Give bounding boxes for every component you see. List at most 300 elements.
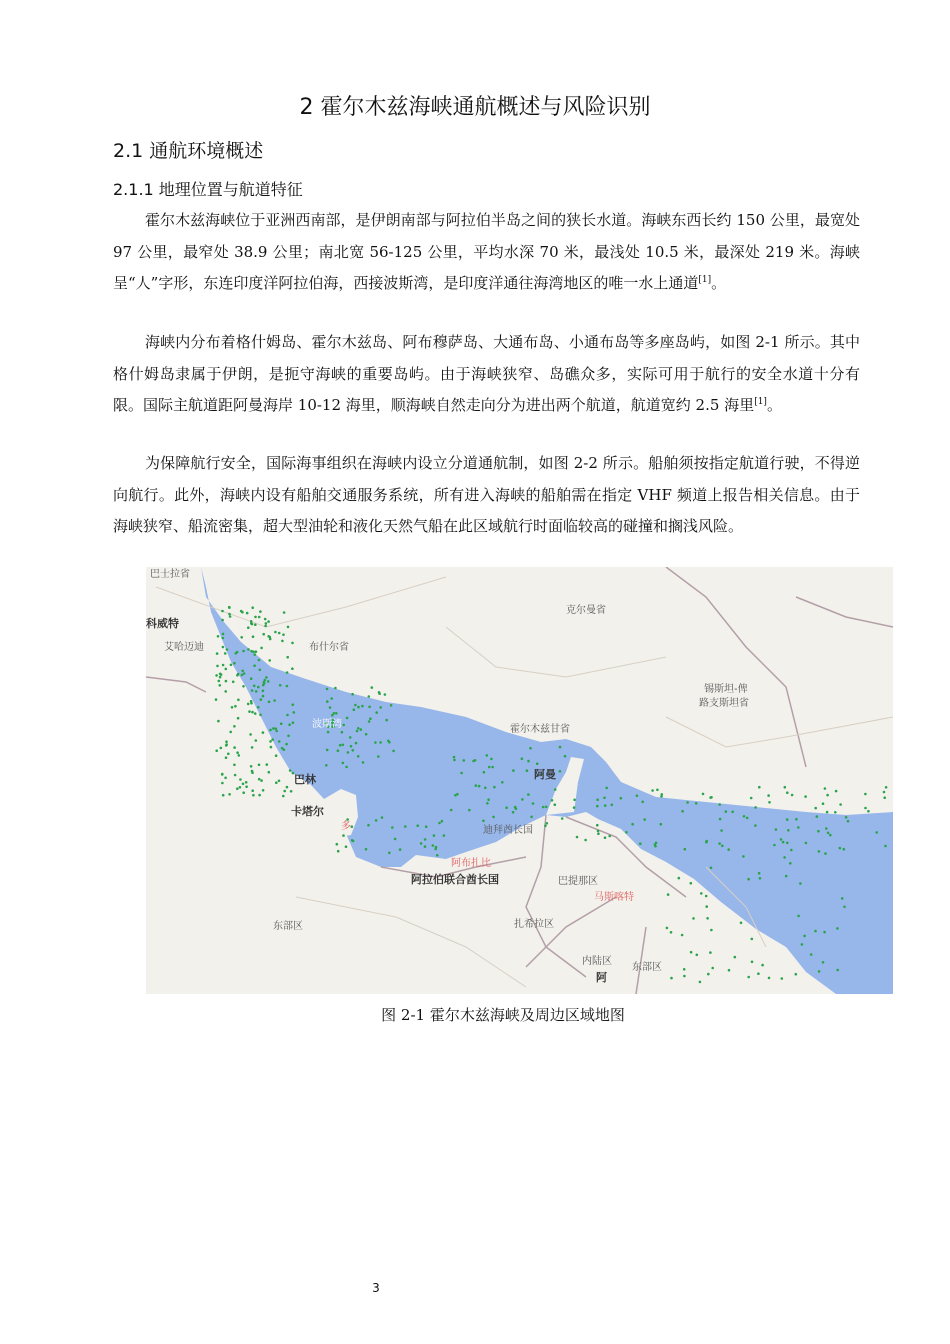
ship-dot [490, 758, 493, 761]
ship-dot [330, 697, 333, 700]
ship-dot [460, 772, 463, 775]
ship-dot [241, 670, 244, 673]
ship-dot [390, 704, 393, 707]
ship-dot [349, 736, 352, 739]
ship-dot [271, 738, 274, 741]
ship-dot [235, 652, 238, 655]
ship-dot [841, 897, 844, 900]
ship-dot [705, 895, 708, 898]
ship-dot [392, 750, 395, 753]
ship-dot [651, 789, 654, 792]
ship-dot [354, 704, 357, 707]
ship-dot [336, 843, 339, 846]
ship-dot [371, 686, 374, 689]
ship-dot [438, 822, 441, 825]
ship-dot [337, 850, 340, 853]
ship-dot [353, 708, 356, 711]
ship-dot [784, 786, 787, 789]
ship-dot [228, 613, 231, 616]
paragraph-2-end: 。 [766, 396, 782, 414]
paragraph-1-end: 。 [711, 274, 727, 292]
ship-dot [608, 835, 611, 838]
ship-dot [326, 700, 329, 703]
ship-dot [505, 806, 508, 809]
ship-dot [486, 754, 489, 757]
page-number: 3 [372, 1281, 380, 1295]
ship-dot [260, 698, 263, 701]
ship-dot [785, 875, 788, 878]
ship-dot [512, 811, 515, 814]
ship-dot [728, 969, 731, 972]
ship-dot [279, 684, 282, 687]
section-title: 2.1 通航环境概述 [113, 140, 264, 162]
map-label-uae: 阿拉伯联合酋长国 [411, 873, 499, 886]
ship-dot [394, 838, 397, 841]
ship-dot [710, 929, 713, 932]
ship-dot [453, 759, 456, 762]
ship-dot [822, 802, 825, 805]
map-label-bushehr: 布什尔省 [309, 642, 349, 653]
ship-dot [702, 793, 705, 796]
ship-dot [596, 824, 599, 827]
map-label-bahrain: 巴林 [294, 773, 316, 786]
ship-dot [216, 665, 219, 668]
ship-dot [219, 676, 222, 679]
ship-dot [251, 746, 254, 749]
ship-dot [262, 789, 265, 792]
ship-dot [286, 714, 289, 717]
ship-dot [241, 674, 244, 677]
ship-dot [654, 845, 657, 848]
ship-dot [374, 741, 377, 744]
chapter-title: 2 霍尔木兹海峡通航概述与风险识别 [299, 95, 651, 120]
ship-dot [265, 622, 268, 625]
ship-dot [367, 824, 370, 827]
ship-dot [258, 764, 261, 767]
ship-dot [639, 842, 642, 845]
ship-dot [222, 794, 225, 797]
ship-dot [795, 973, 798, 976]
map-label-batinah: 巴提那区 [558, 876, 598, 887]
ship-dot [781, 977, 784, 980]
ship-dot [251, 711, 254, 714]
ship-dot [259, 669, 262, 672]
ship-dot [347, 751, 350, 754]
ship-dot [369, 717, 372, 720]
ship-dot [385, 719, 388, 722]
ship-dot [529, 747, 532, 750]
ship-dot [290, 790, 293, 793]
ship-dot [220, 747, 223, 750]
ship-dot [225, 756, 228, 759]
ship-dot [225, 740, 228, 743]
ship-dot [245, 781, 248, 784]
ship-dot [486, 802, 489, 805]
ship-dot [883, 796, 886, 799]
ship-dot [527, 760, 530, 763]
ship-dot [289, 769, 292, 772]
paragraph-1 [113, 205, 860, 300]
ship-dot [224, 652, 227, 655]
ship-dot [260, 647, 263, 650]
ship-dot [350, 745, 353, 748]
ship-dot [720, 829, 723, 832]
ship-dot [761, 964, 764, 967]
ship-dot [564, 755, 567, 758]
ship-dot [257, 706, 260, 709]
ship-dot [695, 802, 698, 805]
ship-dot [782, 841, 785, 844]
ship-dot [883, 791, 886, 794]
ship-dot [814, 807, 817, 810]
ship-dot [266, 763, 269, 766]
ship-dot [829, 834, 832, 837]
ship-dot [554, 788, 557, 791]
ship-dot [660, 823, 663, 826]
ship-dot [337, 749, 340, 752]
ship-dot [719, 818, 722, 821]
ship-dot [700, 892, 703, 895]
ship-dot [818, 970, 821, 973]
ship-dot [696, 954, 699, 957]
ship-dot [690, 951, 693, 954]
ship-dot [740, 922, 743, 925]
ship-dot [239, 786, 242, 789]
ship-dot [230, 664, 233, 667]
ship-dot [636, 794, 639, 797]
ship-dot [750, 797, 753, 800]
ship-dot [786, 791, 789, 794]
ship-dot [254, 653, 257, 656]
ship-dot [334, 687, 337, 690]
ship-dot [242, 783, 245, 786]
map-label-oman: 阿曼 [534, 768, 556, 781]
ship-dot [546, 822, 549, 825]
ship-dot [252, 794, 255, 797]
ship-dot [379, 741, 382, 744]
ship-dot [789, 862, 792, 865]
ship-dot [759, 877, 762, 880]
ship-dot [225, 743, 228, 746]
ship-dot [268, 659, 271, 662]
ship-dot [333, 712, 336, 715]
ship-dot [327, 731, 330, 734]
ship-dot [734, 956, 737, 959]
ship-dot [368, 706, 371, 709]
ship-dot [262, 690, 265, 693]
ship-dot [237, 717, 240, 720]
ship-dot [388, 852, 391, 855]
ship-dot [339, 744, 342, 747]
ship-dot [884, 845, 887, 848]
ship-dot [399, 848, 402, 851]
ship-dot [241, 611, 244, 614]
ship-dot [605, 787, 608, 790]
ship-dot [845, 816, 848, 819]
ship-dot [795, 818, 798, 821]
ship-dot [246, 612, 249, 615]
ship-dot [681, 810, 684, 813]
ship-dot [355, 742, 358, 745]
ship-dot [264, 679, 267, 682]
ship-dot [573, 799, 576, 802]
ship-dot [424, 845, 427, 848]
ship-dot [404, 825, 407, 828]
ship-dot [670, 931, 673, 934]
ship-dot [526, 769, 529, 772]
ship-dot [342, 762, 345, 765]
citation-ref[interactable]: [1] [698, 275, 712, 285]
map-label-kuwait: 科威特 [146, 617, 179, 630]
ship-dot [596, 798, 599, 801]
ship-dot [643, 818, 646, 821]
ship-dot [718, 803, 721, 806]
ship-dot [818, 850, 821, 853]
ship-dot [388, 741, 391, 744]
ship-dot [259, 610, 262, 613]
ship-dot [292, 703, 295, 706]
ship-dot [483, 771, 486, 774]
ship-dot [767, 794, 770, 797]
ship-dot [783, 856, 786, 859]
ship-dot [229, 615, 232, 618]
ship-dot [325, 764, 328, 767]
ship-dot [215, 698, 218, 701]
map-label-basra: 巴士拉省 [150, 569, 190, 580]
ship-dot [233, 662, 236, 665]
ship-dot [242, 791, 245, 794]
ship-dot [275, 727, 278, 730]
ship-dot [222, 646, 225, 649]
map-label-kerman: 克尔曼省 [566, 605, 606, 616]
ship-dot [768, 977, 771, 980]
ship-dot [365, 733, 368, 736]
ship-dot [747, 878, 750, 881]
ship-dot [342, 834, 345, 837]
ship-dot [232, 681, 235, 684]
ship-dot [215, 674, 218, 677]
ship-dot [824, 852, 827, 855]
ship-dot [492, 816, 495, 819]
ship-dot [357, 755, 360, 758]
ship-dot [285, 743, 288, 746]
ship-dot [375, 711, 378, 714]
ship-dot [239, 778, 242, 781]
ship-dot [275, 781, 278, 784]
ship-dot [216, 652, 219, 655]
ship-dot [258, 794, 261, 797]
ship-dot [875, 831, 878, 834]
ship-dot [377, 755, 380, 758]
ship-dot [267, 680, 270, 683]
ship-dot [262, 633, 265, 636]
ship-dot [361, 705, 364, 708]
map-label-sistan2: 路支斯坦省 [699, 698, 749, 709]
ship-dot [450, 809, 453, 812]
ship-dot [530, 816, 533, 819]
ship-dot [725, 810, 728, 813]
ship-dot [264, 625, 267, 628]
ship-dot [345, 845, 348, 848]
ship-dot [227, 753, 230, 756]
ship-dot [603, 797, 606, 800]
ship-dot [342, 724, 345, 727]
ship-dot [843, 906, 846, 909]
ship-dot [545, 806, 548, 809]
ship-dot [288, 723, 291, 726]
ship-dot [286, 671, 289, 674]
ship-dot [786, 818, 789, 821]
ship-dot [260, 779, 263, 782]
ship-dot [699, 981, 702, 984]
ship-dot [839, 803, 842, 806]
ship-dot [217, 720, 220, 723]
map-label-eastern: 东部区 [273, 921, 303, 932]
ship-dot [631, 823, 634, 826]
ship-dot [270, 746, 273, 749]
map-label-hormozgan: 霍尔木兹甘省 [510, 724, 570, 735]
ship-dot [706, 917, 709, 920]
ship-dot [758, 786, 761, 789]
ship-dot [666, 927, 669, 930]
ship-dot [864, 807, 867, 810]
ship-dot [826, 811, 829, 814]
paragraph-2-text: 海峡内分布着格什姆岛、霍尔木兹岛、阿布穆萨岛、大通布岛、小通布岛等多座岛屿，如图 2-1 所示。其中格什姆岛隶属于伊朗，是扼守海峡的重要岛屿。由于海峡狭窄、岛礁众多，实际可用于航行的安全水道十分有限。国际主航道距阿曼海岸 10-12 海里，顺海峡自然走向分为进出两个航道，航道宽约 2.5 海里 [113, 333, 860, 414]
ship-dot [267, 620, 270, 623]
ship-dot [864, 793, 867, 796]
ship-dot [280, 722, 283, 725]
ship-dot [834, 811, 837, 814]
ship-dot [683, 968, 686, 971]
ship-dot [278, 632, 281, 635]
ship-dot [242, 685, 245, 688]
ship-dot [283, 790, 286, 793]
ship-dot [264, 618, 267, 621]
ship-dot [240, 636, 243, 639]
ship-dot [335, 712, 338, 715]
map-label-zahirah: 扎希拉区 [514, 919, 554, 930]
ship-dot [822, 961, 825, 964]
map-label-sistan: 锡斯坦-俾 [704, 684, 748, 695]
ship-dot [251, 606, 254, 609]
ship-dot [885, 786, 888, 789]
ship-dot [692, 917, 695, 920]
ship-dot [801, 943, 804, 946]
ship-dot [625, 831, 628, 834]
ship-dot [559, 770, 562, 773]
ship-dot [268, 701, 271, 704]
ship-dot [684, 848, 687, 851]
ship-dot [551, 799, 554, 802]
ship-dot [561, 817, 564, 820]
map-label-muscat: 马斯喀特 [594, 892, 634, 903]
ship-dot [221, 610, 224, 613]
ship-dot [604, 804, 607, 807]
ship-dot [787, 829, 790, 832]
ship-dot [493, 786, 496, 789]
ship-dot [275, 730, 278, 733]
ship-dot [222, 633, 225, 636]
ship-dot [544, 825, 547, 828]
ship-dot [254, 712, 257, 715]
ship-dot [491, 766, 494, 769]
citation-ref[interactable]: [1] [754, 397, 767, 407]
ship-dot [743, 815, 746, 818]
ship-dot [711, 967, 714, 970]
ship-dot [843, 848, 846, 851]
ship-dot [611, 804, 614, 807]
ship-dot [384, 693, 387, 696]
ship-dot [468, 809, 471, 812]
ship-dot [234, 774, 237, 777]
ship-dot [559, 746, 562, 749]
ship-dot [225, 668, 228, 671]
ship-dot [222, 664, 225, 667]
ship-dot [824, 787, 827, 790]
ship-dot [443, 834, 446, 837]
ship-dot [826, 794, 829, 797]
ship-dot [236, 751, 239, 754]
ship-dot [707, 973, 710, 976]
subsection-title: 2.1.1 地理位置与航道特征 [113, 180, 303, 199]
ship-dot [224, 777, 227, 780]
ship-dot [780, 838, 783, 841]
ship-dot [768, 801, 771, 804]
ship-dot [283, 748, 286, 751]
ship-dot [521, 757, 524, 760]
ship-dot [247, 626, 250, 629]
ship-dot [584, 839, 587, 842]
ship-dot [250, 765, 253, 768]
ship-dot [478, 785, 481, 788]
ship-dot [242, 650, 245, 653]
ship-dot [835, 790, 838, 793]
strait-map-figure [146, 567, 893, 994]
map-label-gulf: 波斯湾 [312, 719, 342, 730]
ship-dot [814, 930, 817, 933]
ship-dot [742, 855, 745, 858]
ship-dot [797, 826, 800, 829]
ship-dot [368, 695, 371, 698]
ship-dot [420, 842, 423, 845]
map-label-ahmadi: 艾哈迈迪 [164, 642, 204, 653]
ship-dot [247, 648, 250, 651]
ship-dot [224, 690, 227, 693]
ship-dot [222, 637, 225, 640]
ship-dot [228, 793, 231, 796]
ship-dot [381, 816, 384, 819]
ship-dot [791, 794, 794, 797]
ship-dot [217, 635, 220, 638]
ship-dot [250, 677, 253, 680]
ship-dot [352, 749, 355, 752]
ship-dot [521, 798, 524, 801]
ship-dot [596, 805, 599, 808]
ship-dot [251, 689, 254, 692]
map-label-a: 阿 [596, 971, 607, 984]
ship-dot [368, 720, 371, 723]
ship-dot [721, 845, 724, 848]
ship-dot [816, 815, 819, 818]
ship-dot [475, 784, 478, 787]
ship-dot [667, 893, 670, 896]
ship-dot [660, 795, 663, 798]
paragraph-2 [113, 327, 860, 422]
ship-dot [867, 810, 870, 813]
ship-dot [433, 834, 436, 837]
map-label-abudhabi: 阿布扎比 [451, 858, 491, 869]
ship-dot [249, 733, 252, 736]
